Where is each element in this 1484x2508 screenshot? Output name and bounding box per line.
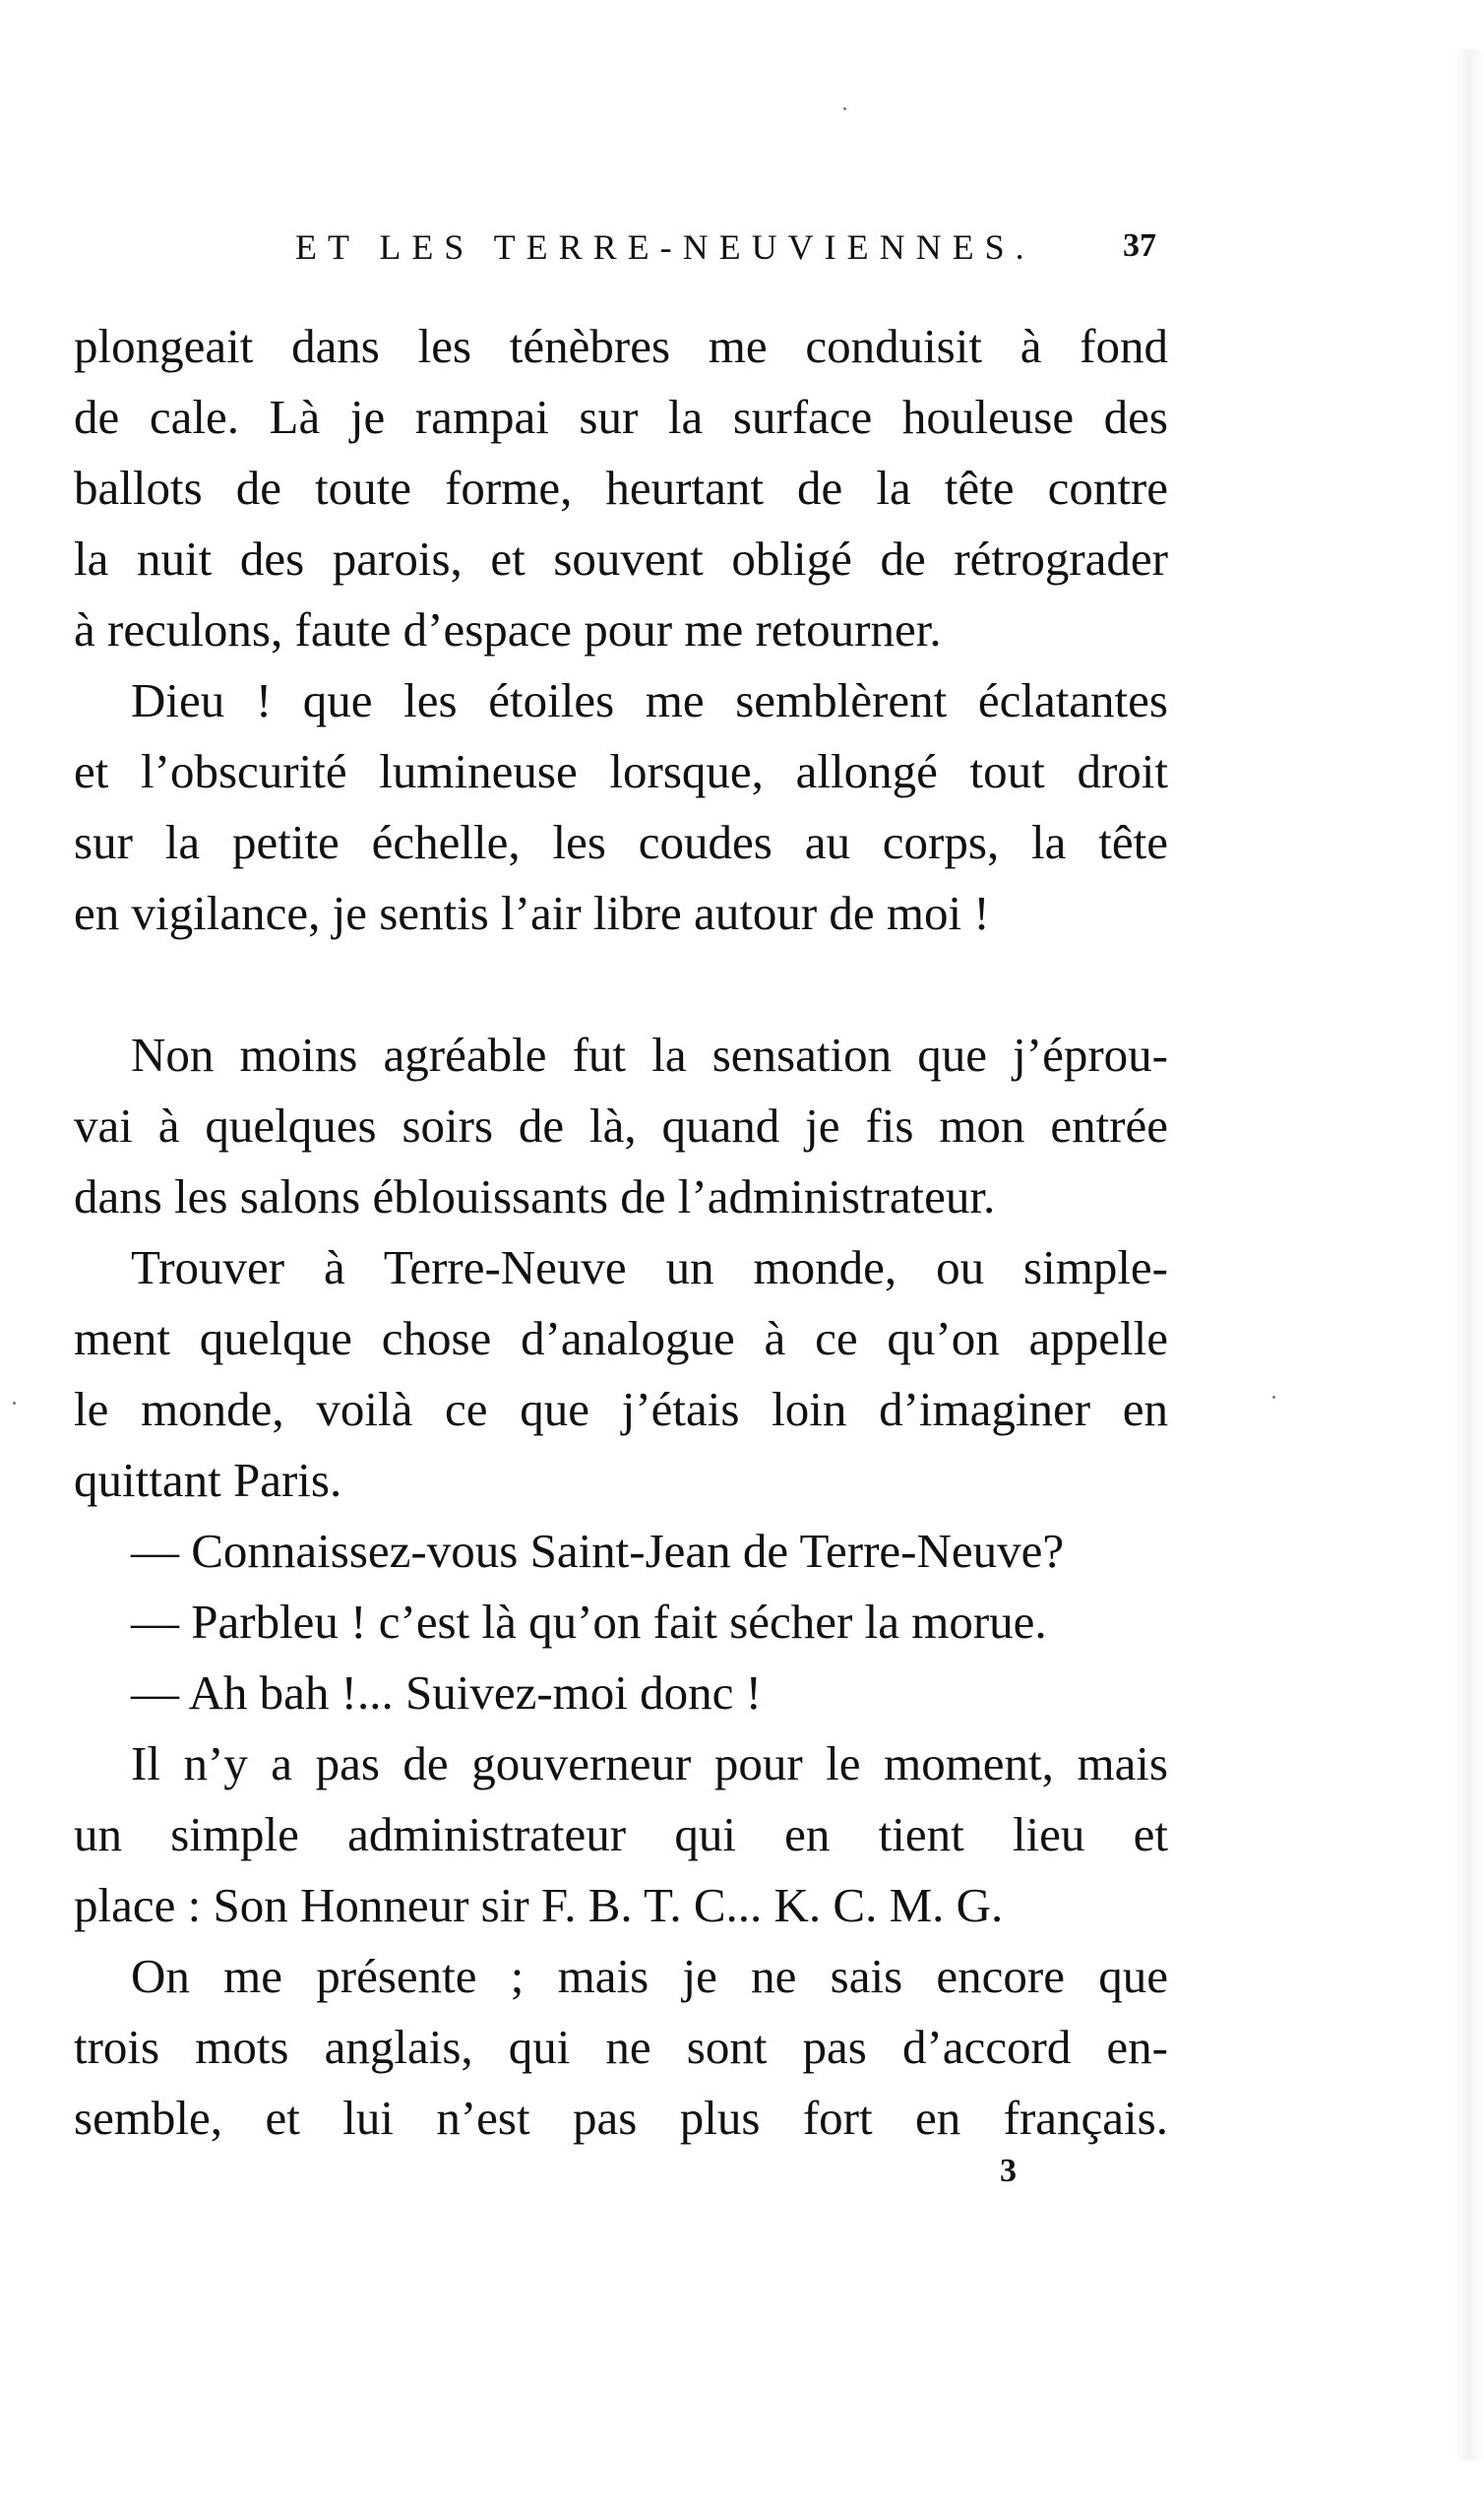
text-line: semble, et lui n’est pas plus fort en français. [74,2091,1168,2145]
text-line: Non moins agréable fut la sensation que j’éprou- [131,1028,1168,1082]
text-line: la nuit des parois, et souvent obligé de rétrograder [74,532,1168,586]
running-header: ET LES TERRE-NEUVIENNES. [295,227,1035,267]
dialogue-line: — Connaissez-vous Saint-Jean de Terre-Neuve? [131,1524,1065,1578]
paper-speck [1272,1396,1275,1399]
text-line: de cale. Là je rampai sur la surface houleuse des [74,390,1168,444]
text-line: et l’obscurité lumineuse lorsque, allongé tout droit [74,744,1168,798]
text-line: On me présente ; mais je ne sais encore que [131,1949,1168,2003]
text-line: à reculons, faute d’espace pour me retourner. [74,602,942,657]
text-line: le monde, voilà ce que j’étais loin d’imaginer en [74,1382,1168,1436]
paper-speck [843,107,846,110]
text-line: place : Son Honneur sir F. B. T. C... K. C. M. G. [74,1878,1004,1932]
main-text [74,311,1168,2154]
text-line: en vigilance, je sentis l’air libre autour de moi ! [74,886,990,940]
text-line: ment quelque chose d’analogue à ce qu’on appelle [74,1311,1168,1365]
page-edge-shadow [1454,49,1484,2461]
page-number: 37 [1123,227,1156,264]
text-line: Dieu ! que les étoiles me semblèrent éclatantes [131,673,1168,727]
text-line: ballots de toute forme, heurtant de la tête contre [74,461,1168,515]
text-line: trois mots anglais, qui ne sont pas d’accord en- [74,2020,1168,2074]
dialogue-line: — Parbleu ! c’est là qu’on fait sécher la morue. [131,1595,1047,1649]
signature-mark: 3 [1000,2153,1017,2189]
text-line: Trouver à Terre-Neuve un monde, ou simple- [131,1240,1168,1294]
paper-speck [13,1402,16,1405]
text-line: un simple administrateur qui en tient lieu et [74,1807,1168,1861]
dialogue-line: — Ah bah !... Suivez-moi donc ! [131,1665,762,1720]
section-break [74,949,1168,1020]
text-line: vai à quelques soirs de là, quand je fis mon entrée [74,1098,1168,1153]
text-line: plongeait dans les ténèbres me conduisit à fond [74,319,1168,373]
text-line: sur la petite échelle, les coudes au corps, la tête [74,815,1168,869]
text-line: quittant Paris. [74,1453,342,1507]
text-line: dans les salons éblouissants de l’administrateur. [74,1169,996,1223]
text-line: Il n’y a pas de gouverneur pour le moment, mais [131,1736,1168,1790]
